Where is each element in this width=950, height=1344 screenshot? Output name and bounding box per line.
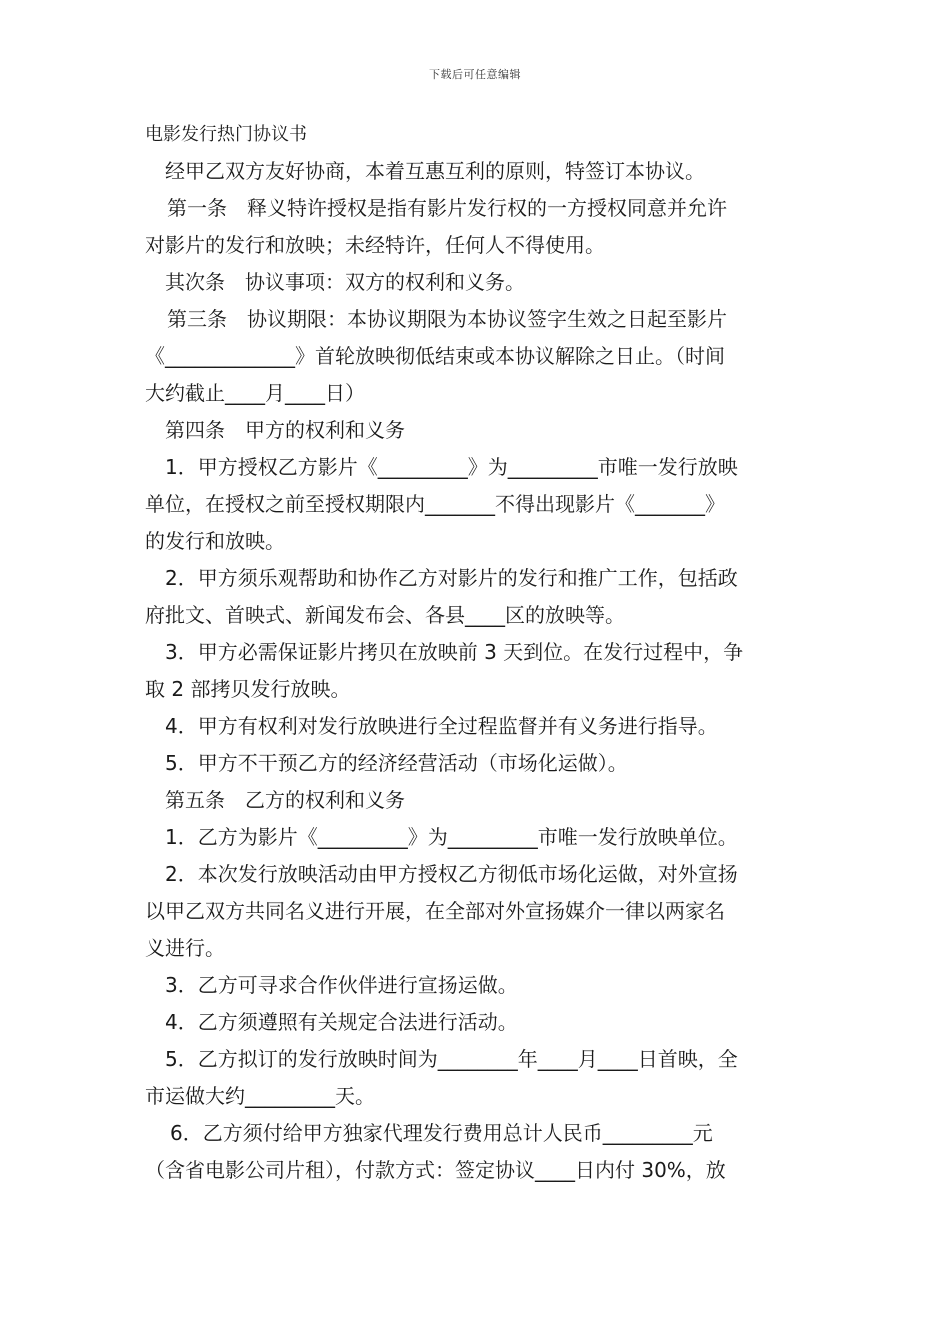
article-4-heading: 第四条 甲方的权利和义务 [165, 418, 405, 442]
article-1-line-2: 对影片的发行和放映；未经特许，任何人不得使用。 [145, 233, 605, 257]
article-5-item-6-line-2: （含省电影公司片租），付款方式：签定协议____日内付 30%，放 [145, 1158, 726, 1182]
intro-paragraph: 经甲乙双方友好协商，本着互惠互利的原则，特签订本协议。 [165, 159, 705, 183]
article-3-line-1: 第三条 协议期限：本协议期限为本协议签字生效之日起至影片 [167, 307, 727, 331]
article-4-item-3-line-1: 3．甲方必需保证影片拷贝在放映前 3 天到位。在发行过程中，争 [165, 640, 744, 664]
article-5-item-5-line-2: 市运做大约_________天。 [145, 1084, 375, 1108]
article-4-item-2-line-2: 府批文、首映式、新闻发布会、各县____区的放映等。 [145, 603, 625, 627]
document-body [145, 116, 810, 1189]
article-5-item-4: 4．乙方须遵照有关规定合法进行活动。 [165, 1010, 518, 1034]
article-5-item-5-line-1: 5．乙方拟订的发行放映时间为________年____月____日首映，全 [165, 1047, 738, 1071]
article-5-item-6-line-1: 6．乙方须付给甲方独家代理发行费用总计人民币_________元 [170, 1121, 713, 1145]
article-4-item-4: 4．甲方有权利对发行放映进行全过程监督并有义务进行指导。 [165, 714, 718, 738]
article-4-item-2-line-1: 2．甲方须乐观帮助和协作乙方对影片的发行和推广工作，包括政 [165, 566, 738, 590]
article-4-item-1-line-1: 1．甲方授权乙方影片《_________》为_________市唯一发行放映 [165, 455, 738, 479]
article-2: 其次条 协议事项：双方的权利和义务。 [165, 270, 525, 294]
article-5-item-3: 3．乙方可寻求合作伙伴进行宣扬运做。 [165, 973, 518, 997]
document-title: 电影发行热门协议书 [145, 124, 307, 145]
article-5-item-2-line-1: 2．本次发行放映活动由甲方授权乙方彻低市场化运做，对外宣扬 [165, 862, 738, 886]
article-4-item-1-line-2: 单位，在授权之前至授权期限内_______不得出现影片《_______》 [145, 492, 725, 516]
article-3-line-3: 大约截止____月____日） [145, 381, 365, 405]
article-1-line-1: 第一条 释义特许授权是指有影片发行权的一方授权同意并允许 [167, 196, 727, 220]
article-3-line-2: 《_____________》首轮放映彻低结束或本协议解除之日止。（时间 [145, 344, 725, 368]
article-5-item-2-line-3: 义进行。 [145, 936, 225, 960]
article-4-item-3-line-2: 取 2 部拷贝发行放映。 [145, 677, 351, 701]
article-4-item-5: 5．甲方不干预乙方的经济经营活动（市场化运做）。 [165, 751, 628, 775]
article-5-item-2-line-2: 以甲乙双方共同名义进行开展，在全部对外宣扬媒介一律以两家名 [145, 899, 725, 923]
article-4-item-1-line-3: 的发行和放映。 [145, 529, 285, 553]
page-header: 下载后可任意编辑 [429, 68, 521, 81]
article-5-item-1: 1．乙方为影片《_________》为_________市唯一发行放映单位。 [165, 825, 738, 849]
article-5-heading: 第五条 乙方的权利和义务 [165, 788, 405, 812]
